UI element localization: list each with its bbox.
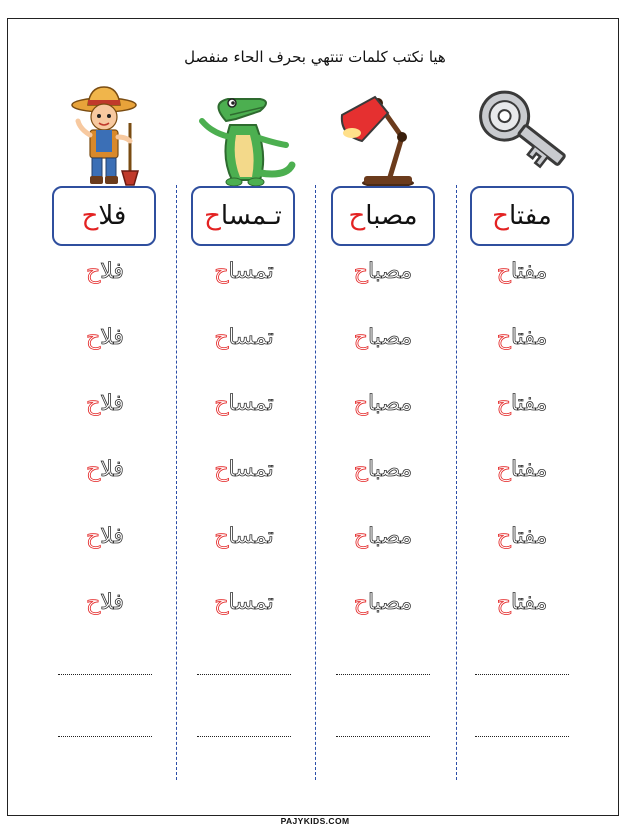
trace-word-stem: مصبا	[367, 590, 413, 615]
trace-final-letter: ح	[214, 325, 229, 350]
trace-final-letter: ح	[214, 259, 229, 284]
trace-final-letter: ح	[86, 524, 101, 549]
trace-final-letter: ح	[496, 590, 511, 615]
trace-word	[462, 325, 582, 350]
word-stem: فلا	[98, 201, 127, 231]
trace-word	[45, 524, 165, 549]
trace-word	[45, 325, 165, 350]
trace-word-stem: فلا	[100, 524, 124, 549]
word-stem: مصبا	[365, 201, 418, 231]
trace-final-letter: ح	[214, 524, 229, 549]
trace-word	[462, 457, 582, 482]
writing-line[interactable]	[58, 674, 152, 675]
word-stem: تـمسا	[220, 201, 282, 231]
footer-brand-text: PAJYKIDS.COM	[277, 816, 354, 826]
crocodile-icon	[190, 85, 300, 190]
trace-word-stem: مفتا	[510, 590, 548, 615]
final-letter: ح	[81, 201, 99, 231]
final-letter: ح	[492, 201, 509, 231]
trace-final-letter: ح	[496, 325, 511, 350]
trace-final-letter: ح	[214, 391, 229, 416]
trace-word	[323, 325, 443, 350]
trace-word-stem: مصبا	[367, 457, 413, 482]
worksheet-title: هيا نكتب كلمات تنتهي بحرف الحاء منفصل	[184, 48, 446, 66]
trace-word-stem: تمسا	[228, 457, 274, 482]
trace-word	[184, 259, 304, 284]
writing-line[interactable]	[336, 736, 430, 737]
word-card-fallah	[52, 186, 156, 246]
word-card-miftah	[470, 186, 574, 246]
trace-final-letter: ح	[353, 457, 368, 482]
trace-word-stem: مصبا	[367, 524, 413, 549]
trace-word	[462, 391, 582, 416]
trace-word	[184, 391, 304, 416]
writing-line[interactable]	[336, 674, 430, 675]
trace-word	[323, 590, 443, 615]
trace-final-letter: ح	[214, 590, 229, 615]
trace-word-stem: مفتا	[510, 259, 548, 284]
trace-word	[323, 259, 443, 284]
writing-line[interactable]	[58, 736, 152, 737]
trace-word-stem: تمسا	[228, 391, 274, 416]
trace-final-letter: ح	[496, 259, 511, 284]
farmer-icon	[52, 85, 162, 190]
footer-brand	[0, 809, 630, 828]
trace-word	[462, 590, 582, 615]
trace-word-stem: فلا	[100, 325, 124, 350]
trace-word	[323, 391, 443, 416]
trace-word	[45, 259, 165, 284]
trace-word	[323, 457, 443, 482]
trace-word-stem: فلا	[100, 590, 124, 615]
column-divider	[315, 185, 316, 780]
key-icon	[465, 85, 575, 190]
trace-word-stem: مصبا	[367, 391, 413, 416]
trace-final-letter: ح	[496, 524, 511, 549]
trace-word	[184, 325, 304, 350]
trace-word	[184, 457, 304, 482]
trace-word-stem: مصبا	[367, 325, 413, 350]
trace-final-letter: ح	[353, 391, 368, 416]
trace-word-stem: تمسا	[228, 259, 274, 284]
trace-word	[462, 259, 582, 284]
trace-final-letter: ح	[353, 524, 368, 549]
trace-word-stem: تمسا	[228, 590, 274, 615]
trace-final-letter: ح	[496, 391, 511, 416]
trace-final-letter: ح	[353, 259, 368, 284]
writing-line[interactable]	[475, 674, 569, 675]
trace-word-stem: فلا	[100, 391, 124, 416]
trace-word	[323, 524, 443, 549]
trace-word	[462, 524, 582, 549]
trace-word	[184, 524, 304, 549]
trace-word-stem: فلا	[100, 259, 124, 284]
trace-final-letter: ح	[86, 590, 101, 615]
trace-final-letter: ح	[86, 259, 101, 284]
final-letter: ح	[348, 201, 366, 231]
trace-final-letter: ح	[353, 325, 368, 350]
trace-word-stem: مفتا	[510, 524, 548, 549]
word-stem: مفتا	[508, 201, 552, 231]
trace-word	[45, 391, 165, 416]
trace-word-stem: مصبا	[367, 259, 413, 284]
word-card-misbah	[331, 186, 435, 246]
trace-final-letter: ح	[496, 457, 511, 482]
trace-word-stem: مفتا	[510, 325, 548, 350]
writing-line[interactable]	[197, 736, 291, 737]
writing-line[interactable]	[475, 736, 569, 737]
desk-lamp-icon	[330, 85, 440, 190]
writing-line[interactable]	[197, 674, 291, 675]
final-letter: ح	[204, 201, 221, 231]
trace-final-letter: ح	[86, 325, 101, 350]
trace-word	[184, 590, 304, 615]
trace-word	[45, 590, 165, 615]
trace-word-stem: تمسا	[228, 524, 274, 549]
column-divider	[456, 185, 457, 780]
trace-word-stem: فلا	[100, 457, 124, 482]
trace-word-stem: مفتا	[510, 457, 548, 482]
trace-final-letter: ح	[86, 457, 101, 482]
column-divider	[176, 185, 177, 780]
trace-final-letter: ح	[353, 590, 368, 615]
trace-final-letter: ح	[214, 457, 229, 482]
trace-final-letter: ح	[86, 391, 101, 416]
trace-word-stem: مفتا	[510, 391, 548, 416]
trace-word	[45, 457, 165, 482]
word-card-timsah	[191, 186, 295, 246]
trace-word-stem: تمسا	[228, 325, 274, 350]
